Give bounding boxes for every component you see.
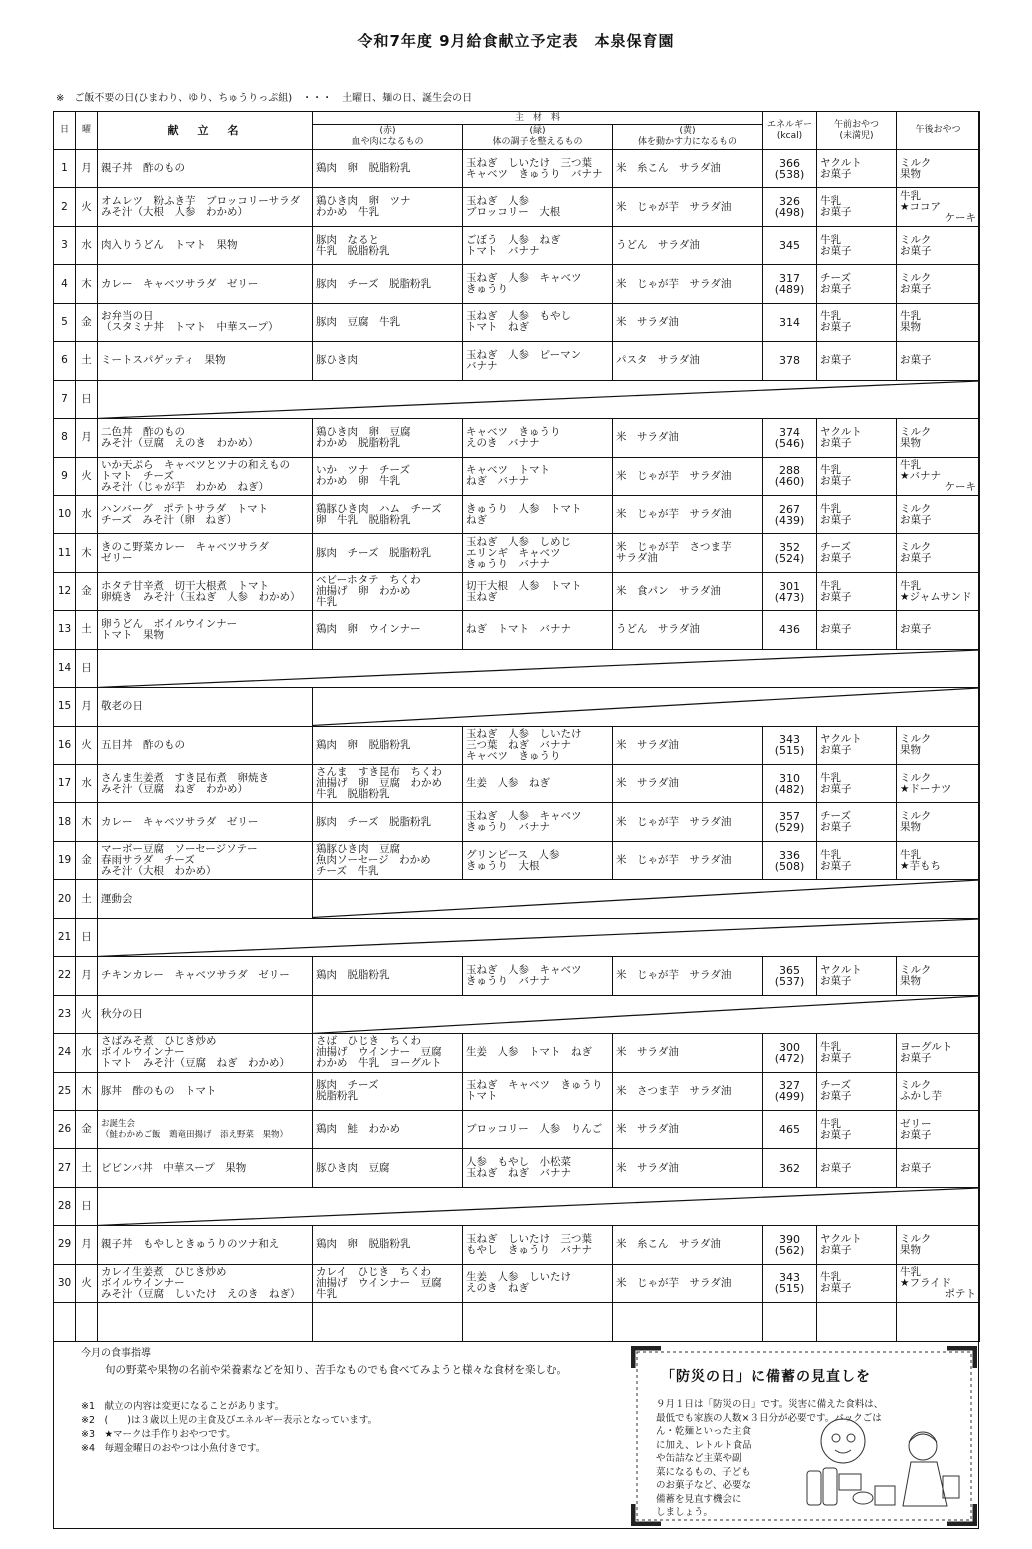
dow-cell: 火 [76,457,98,495]
event-label: 運動会 [98,880,313,918]
pm-snack-text: 牛乳 ★フライド [900,1265,952,1289]
red-ingredients: 鶏肉 卵 ウインナー [313,611,463,649]
dow-cell: 日 [76,649,98,687]
am-snack: 牛乳 お菓子 [817,1110,897,1148]
menu-name: お誕生会 （鮭わかめご飯 鶏竜田揚げ 添え野菜 果物） [98,1110,313,1148]
pm-snack-text: 牛乳 ★ジャムサンド [900,579,972,603]
energy-kcal: 288 (460) [763,457,817,495]
day-cell: 21 [54,918,76,956]
green-ingredients: 玉ねぎ 人参 ブロッコリー 大根 [463,188,613,226]
header-energy: エネルギー (kcal) [763,112,817,150]
am-snack: 牛乳 お菓子 [817,1034,897,1072]
dow-cell: 木 [76,1072,98,1110]
menu-name: 二色丼 酢のもの みそ汁（豆腐 えのき わかめ） [98,419,313,457]
dow-cell: 日 [76,1187,98,1225]
day-cell: 7 [54,380,76,418]
energy-kcal: 336 (508) [763,841,817,879]
header-yellow: (黄) 体を動かす力になるもの [613,125,763,150]
yellow-ingredients: 米 食パン サラダ油 [613,572,763,610]
menu-name: さばみそ煮 ひじき炒め ボイルウインナー トマト みそ汁（豆腐 ねぎ わかめ） [98,1034,313,1072]
dow-cell: 水 [76,226,98,264]
am-snack: お菓子 [817,611,897,649]
am-snack: 牛乳 お菓子 [817,226,897,264]
yellow-ingredients: 米 サラダ油 [613,765,763,803]
pm-snack-text: ミルク お菓子 [900,233,932,257]
pm-snack-text: 牛乳 ★ココア [900,189,941,213]
red-ingredients: 鶏肉 卵 脱脂粉乳 [313,1226,463,1264]
day-cell: 28 [54,1187,76,1225]
green-ingredients: キャベツ トマト ねぎ バナナ [463,457,613,495]
event-label: 秋分の日 [98,995,313,1033]
dow-cell: 火 [76,1264,98,1302]
header-am-snack: 午前おやつ (未満児) [817,112,897,150]
am-snack: チーズ お菓子 [817,534,897,572]
note-1: ※1 献立の内容は変更になることがあります。 [81,1401,285,1412]
day-cell: 23 [54,995,76,1033]
day-cell: 16 [54,726,76,764]
dow-cell: 月 [76,1226,98,1264]
yellow-ingredients: うどん サラダ油 [613,226,763,264]
pm-snack-text: ミルク 果物 [900,425,932,449]
energy-kcal: 390 (562) [763,1226,817,1264]
day-cell: 26 [54,1110,76,1148]
dow-cell: 水 [76,1034,98,1072]
dow-cell: 土 [76,880,98,918]
yellow-ingredients: 米 サラダ油 [613,419,763,457]
am-snack: 牛乳 お菓子 [817,188,897,226]
yellow-ingredients: 米 じゃが芋 サラダ油 [613,457,763,495]
energy-kcal: 465 [763,1110,817,1148]
am-snack: 牛乳 お菓子 [817,303,897,341]
menu-name: 五目丼 酢のもの [98,726,313,764]
day-cell: 19 [54,841,76,879]
yellow-ingredients: うどん サラダ油 [613,611,763,649]
bousai-body: ９月１日は「防災の日」です。災害に備えた食料は、 最低でも家族の人数×３日分が必要です。パックごは ん・乾麺といった主食 に加え、レトルト食品 や缶詰など主菜や副 菜になるもの、子ども のお菓子など、必要な 備蓄を見直す機会に しましょう。 [656,1399,884,1518]
pm-snack-text: ゼリー お菓子 [900,1117,932,1141]
green-ingredients: 玉ねぎ 人参 しいたけ 三つ葉 ねぎ バナナ キャベツ きゅうり [463,726,613,764]
dow-cell: 土 [76,342,98,380]
yellow-ingredients: 米 じゃが芋 サラダ油 [613,957,763,995]
red-ingredients: 豚肉 なると 牛乳 脱脂粉乳 [313,226,463,264]
day-cell: 6 [54,342,76,380]
am-snack: 牛乳 お菓子 [817,572,897,610]
dow-cell: 水 [76,495,98,533]
guide-title: 今月の食事指導 [81,1348,151,1359]
am-snack: ヤクルト お菓子 [817,957,897,995]
menu-name: お弁当の日 （スタミナ丼 トマト 中華スープ） [98,303,313,341]
day-cell: 4 [54,265,76,303]
energy-kcal: 310 (482) [763,765,817,803]
am-snack: チーズ お菓子 [817,803,897,841]
header-menu: 献 立 名 [98,112,313,150]
pm-snack-text: ミルク 果物 [900,156,932,180]
red-ingredients: いか ツナ チーズ わかめ 卵 牛乳 [313,457,463,495]
menu-name: 豚丼 酢のもの トマト [98,1072,313,1110]
energy-kcal: 300 (472) [763,1034,817,1072]
red-ingredients: さば ひじき ちくわ 油揚げ ウインナー 豆腐 わかめ 牛乳 ヨーグルト [313,1034,463,1072]
day-cell: 8 [54,419,76,457]
header-dow: 曜 [76,112,98,150]
dow-cell: 金 [76,841,98,879]
bousai-box [631,1346,977,1526]
dow-cell: 火 [76,188,98,226]
yellow-ingredients: 米 じゃが芋 サラダ油 [613,1264,763,1302]
dow-cell: 金 [76,572,98,610]
red-ingredients: 鶏豚ひき肉 豆腐 魚肉ソーセージ わかめ チーズ 牛乳 [313,841,463,879]
energy-kcal: 267 (439) [763,495,817,533]
dow-cell: 水 [76,765,98,803]
dow-cell: 日 [76,380,98,418]
dow-cell: 火 [76,726,98,764]
red-ingredients: 鶏肉 卵 脱脂粉乳 [313,726,463,764]
am-snack: ヤクルト お菓子 [817,150,897,188]
header-ingredients: 主 材 料 [313,112,763,125]
menu-name: オムレツ 粉ふき芋 ブロッコリーサラダ みそ汁（大根 人参 わかめ） [98,188,313,226]
am-snack: ヤクルト お菓子 [817,1226,897,1264]
menu-name: ミートスパゲッティ 果物 [98,342,313,380]
energy-kcal: 326 (498) [763,188,817,226]
green-ingredients: グリンピース 人参 きゅうり 大根 [463,841,613,879]
pm-snack-text: ミルク お菓子 [900,502,932,526]
yellow-ingredients: 米 サラダ油 [613,726,763,764]
energy-kcal: 343 (515) [763,1264,817,1302]
event-label: 敬老の日 [98,688,313,726]
page-title: 令和7年度 9月給食献立予定表 本泉保育園 [357,32,675,50]
energy-kcal: 362 [763,1149,817,1187]
am-snack: 牛乳 お菓子 [817,841,897,879]
note-3: ※3 ★マークは手作りおやつです。 [81,1429,236,1440]
dow-cell: 月 [76,150,98,188]
menu-name: カレー キャベツサラダ ゼリー [98,803,313,841]
dow-cell: 金 [76,303,98,341]
menu-name: ハンバーグ ポテトサラダ トマト チーズ みそ汁（卵 ねぎ） [98,495,313,533]
pm-snack-text: ミルク 果物 [900,733,932,757]
dow-cell: 月 [76,957,98,995]
energy-kcal: 374 (546) [763,419,817,457]
rice-note: ※ ご飯不要の日(ひまわり、ゆり、ちゅうりっぷ組) ・・・ 土曜日、麺の日、誕生会の日 [56,93,473,104]
day-cell: 5 [54,303,76,341]
day-cell: 29 [54,1226,76,1264]
green-ingredients: 玉ねぎ 人参 もやし トマト ねぎ [463,303,613,341]
green-ingredients: 人参 もやし 小松菜 玉ねぎ ねぎ バナナ [463,1149,613,1187]
energy-kcal: 314 [763,303,817,341]
pm-snack-text: 牛乳 果物 [900,310,922,334]
day-cell: 12 [54,572,76,610]
red-ingredients: 豚肉 チーズ 脱脂粉乳 [313,265,463,303]
red-ingredients: 豚肉 チーズ 脱脂粉乳 [313,534,463,572]
dow-cell: 金 [76,1110,98,1148]
day-cell: 30 [54,1264,76,1302]
energy-kcal: 301 (473) [763,572,817,610]
yellow-ingredients: 米 じゃが芋 サラダ油 [613,495,763,533]
energy-kcal: 343 (515) [763,726,817,764]
yellow-ingredients: 米 糸こん サラダ油 [613,1226,763,1264]
pm-snack-text: ヨーグルト お菓子 [900,1040,953,1064]
menu-name: ビビンバ丼 中華スープ 果物 [98,1149,313,1187]
pm-snack-text: ミルク お菓子 [900,272,932,296]
energy-kcal: 436 [763,611,817,649]
notes [81,1400,377,1456]
dow-cell: 日 [76,918,98,956]
energy-kcal: 317 (489) [763,265,817,303]
pm-snack-cont: ケーキ [944,480,977,493]
red-ingredients: 鶏肉 脱脂粉乳 [313,957,463,995]
dow-cell: 月 [76,688,98,726]
day-cell: 18 [54,803,76,841]
day-cell: 14 [54,649,76,687]
am-snack: お菓子 [817,1149,897,1187]
day-cell: 9 [54,457,76,495]
menu-name: マーボー豆腐 ソーセージソテー 春雨サラダ チーズ みそ汁（大根 わかめ） [98,841,313,879]
am-snack: 牛乳 お菓子 [817,1264,897,1302]
yellow-ingredients: 米 さつま芋 サラダ油 [613,1072,763,1110]
green-ingredients: 玉ねぎ しいたけ 三つ葉 キャベツ きゅうり バナナ [463,150,613,188]
yellow-ingredients: 米 じゃが芋 サラダ油 [613,188,763,226]
bousai-title: 「防災の日」に備蓄の見直しを [661,1369,871,1385]
day-cell: 15 [54,688,76,726]
day-cell: 24 [54,1034,76,1072]
am-snack: 牛乳 お菓子 [817,765,897,803]
yellow-ingredients: 米 糸こん サラダ油 [613,150,763,188]
header-pm-snack: 午後おやつ [897,112,980,150]
day-cell: 1 [54,150,76,188]
day-cell: 11 [54,534,76,572]
dow-cell: 木 [76,803,98,841]
yellow-ingredients: 米 サラダ油 [613,1149,763,1187]
day-cell: 20 [54,880,76,918]
yellow-ingredients: 米 サラダ油 [613,303,763,341]
dow-cell: 土 [76,611,98,649]
green-ingredients: ねぎ トマト バナナ [463,611,613,649]
yellow-ingredients: 米 じゃが芋 サラダ油 [613,265,763,303]
menu-name: 親子丼 もやしときゅうりのツナ和え [98,1226,313,1264]
green-ingredients: キャベツ きゅうり えのき バナナ [463,419,613,457]
red-ingredients: 豚ひき肉 [313,342,463,380]
pm-snack-text: 牛乳 ★バナナ [900,458,941,482]
day-cell: 13 [54,611,76,649]
pm-snack-text: ミルク 果物 [900,963,932,987]
day-cell: 17 [54,765,76,803]
pm-snack-text: ミルク ふかし芋 [900,1079,943,1103]
am-snack: チーズ お菓子 [817,1072,897,1110]
dow-cell: 火 [76,995,98,1033]
pm-snack-text: ミルク 果物 [900,1232,932,1256]
green-ingredients: 玉ねぎ 人参 キャベツ きゅうり バナナ [463,957,613,995]
green-ingredients: 切干大根 人参 トマト 玉ねぎ [463,572,613,610]
energy-kcal: 366 (538) [763,150,817,188]
am-snack: お菓子 [817,342,897,380]
red-ingredients: 鶏ひき肉 卵 豆腐 わかめ 脱脂粉乳 [313,419,463,457]
red-ingredients: 鶏肉 卵 脱脂粉乳 [313,150,463,188]
header-green: (緑) 体の調子を整えるもの [463,125,613,150]
green-ingredients: ごぼう 人参 ねぎ トマト バナナ [463,226,613,264]
pm-snack-text: お菓子 [900,1161,932,1174]
menu-name: きのこ野菜カレー キャベツサラダ ゼリー [98,534,313,572]
red-ingredients: 鶏豚ひき肉 ハム チーズ 卵 牛乳 脱脂粉乳 [313,495,463,533]
am-snack: ヤクルト お菓子 [817,726,897,764]
day-cell: 2 [54,188,76,226]
outer-frame [53,111,979,1529]
green-ingredients: 玉ねぎ しいたけ 三つ葉 もやし きゅうり バナナ [463,1226,613,1264]
red-ingredients: 豚肉 チーズ 脱脂粉乳 [313,1072,463,1110]
energy-kcal: 378 [763,342,817,380]
red-ingredients: 豚ひき肉 豆腐 [313,1149,463,1187]
guide-text: 旬の野菜や果物の名前や栄養素などを知り、苦手なものでも食べてみようと様々な食材を楽しむ。 [105,1364,567,1376]
green-ingredients: ブロッコリー 人参 りんご [463,1110,613,1148]
footer [53,1338,979,1529]
pm-snack-text: お菓子 [900,623,932,636]
menu-name: チキンカレー キャベツサラダ ゼリー [98,957,313,995]
pm-snack-cont: ケーキ [944,211,977,224]
menu-name: 親子丼 酢のもの [98,150,313,188]
menu-name: カレイ生姜煮 ひじき炒め ボイルウインナー みそ汁（豆腐 しいたけ えのき ねぎ） [98,1264,313,1302]
green-ingredients: 玉ねぎ 人参 しめじ エリンギ キャベツ きゅうり バナナ [463,534,613,572]
red-ingredients: ベビーホタテ ちくわ 油揚げ 卵 わかめ 牛乳 [313,572,463,610]
yellow-ingredients: 米 じゃが芋 さつま芋 サラダ油 [613,534,763,572]
yellow-ingredients: 米 サラダ油 [613,1110,763,1148]
green-ingredients: きゅうり 人参 トマト ねぎ [463,495,613,533]
menu-name: さんま生姜煮 すき昆布煮 卵焼き みそ汁（豆腐 ねぎ わかめ） [98,765,313,803]
pm-snack-text: ミルク 果物 [900,810,932,834]
note-4: ※4 毎週金曜日のおやつは小魚付きです。 [81,1443,266,1454]
green-ingredients: 生姜 人参 トマト ねぎ [463,1034,613,1072]
day-cell: 3 [54,226,76,264]
energy-kcal: 327 (499) [763,1072,817,1110]
yellow-ingredients: 米 サラダ油 [613,1034,763,1072]
day-cell: 27 [54,1149,76,1187]
day-cell: 10 [54,495,76,533]
green-ingredients: 生姜 人参 ねぎ [463,765,613,803]
yellow-ingredients: 米 じゃが芋 サラダ油 [613,841,763,879]
dow-cell: 月 [76,419,98,457]
header-day: 日 [54,112,76,150]
green-ingredients: 玉ねぎ キャベツ きゅうり トマト [463,1072,613,1110]
menu-name: 肉入りうどん トマト 果物 [98,226,313,264]
am-snack: ヤクルト お菓子 [817,419,897,457]
red-ingredients: 豚肉 豆腐 牛乳 [313,303,463,341]
energy-kcal: 345 [763,226,817,264]
am-snack: 牛乳 お菓子 [817,457,897,495]
energy-kcal: 357 (529) [763,803,817,841]
red-ingredients: 鶏肉 鮭 わかめ [313,1110,463,1148]
energy-kcal: 365 (537) [763,957,817,995]
red-ingredients: さんま すき昆布 ちくわ 油揚げ 卵 豆腐 わかめ 牛乳 脱脂粉乳 [313,765,463,803]
menu-name: ホタテ甘辛煮 切干大根煮 トマト 卵焼き みそ汁（玉ねぎ 人参 わかめ） [98,572,313,610]
dow-cell: 木 [76,265,98,303]
menu-name: いか天ぷら キャベツとツナの和えもの トマト チーズ みそ汁（じゃが芋 わかめ ねぎ） [98,457,313,495]
green-ingredients: 玉ねぎ 人参 ピーマン バナナ [463,342,613,380]
menu-name: 卵うどん ボイルウインナー トマト 果物 [98,611,313,649]
green-ingredients: 玉ねぎ 人参 キャベツ きゅうり バナナ [463,803,613,841]
am-snack: 牛乳 お菓子 [817,495,897,533]
energy-kcal: 352 (524) [763,534,817,572]
header-red: (赤) 血や肉になるもの [313,125,463,150]
menu-name: カレー キャベツサラダ ゼリー [98,265,313,303]
day-cell: 25 [54,1072,76,1110]
pm-snack-text: ミルク お菓子 [900,541,932,565]
pm-snack-text: ミルク ★ドーナツ [900,771,952,795]
pm-snack-text: 牛乳 ★芋もち [900,848,941,872]
dow-cell: 木 [76,534,98,572]
note-2: ※2 ( )は３歳以上児の主食及びエネルギー表示となっています。 [81,1415,378,1426]
day-cell: 22 [54,957,76,995]
yellow-ingredients: 米 じゃが芋 サラダ油 [613,803,763,841]
red-ingredients: 鶏ひき肉 卵 ツナ わかめ 牛乳 [313,188,463,226]
green-ingredients: 玉ねぎ 人参 キャベツ きゅうり [463,265,613,303]
red-ingredients: カレイ ひじき ちくわ 油揚げ ウインナー 豆腐 牛乳 [313,1264,463,1302]
dow-cell: 土 [76,1149,98,1187]
green-ingredients: 生姜 人参 しいたけ えのき ねぎ [463,1264,613,1302]
red-ingredients: 豚肉 チーズ 脱脂粉乳 [313,803,463,841]
yellow-ingredients: パスタ サラダ油 [613,342,763,380]
pm-snack-text: お菓子 [900,354,932,367]
am-snack: チーズ お菓子 [817,265,897,303]
pm-snack-cont: ポテト [944,1287,977,1300]
